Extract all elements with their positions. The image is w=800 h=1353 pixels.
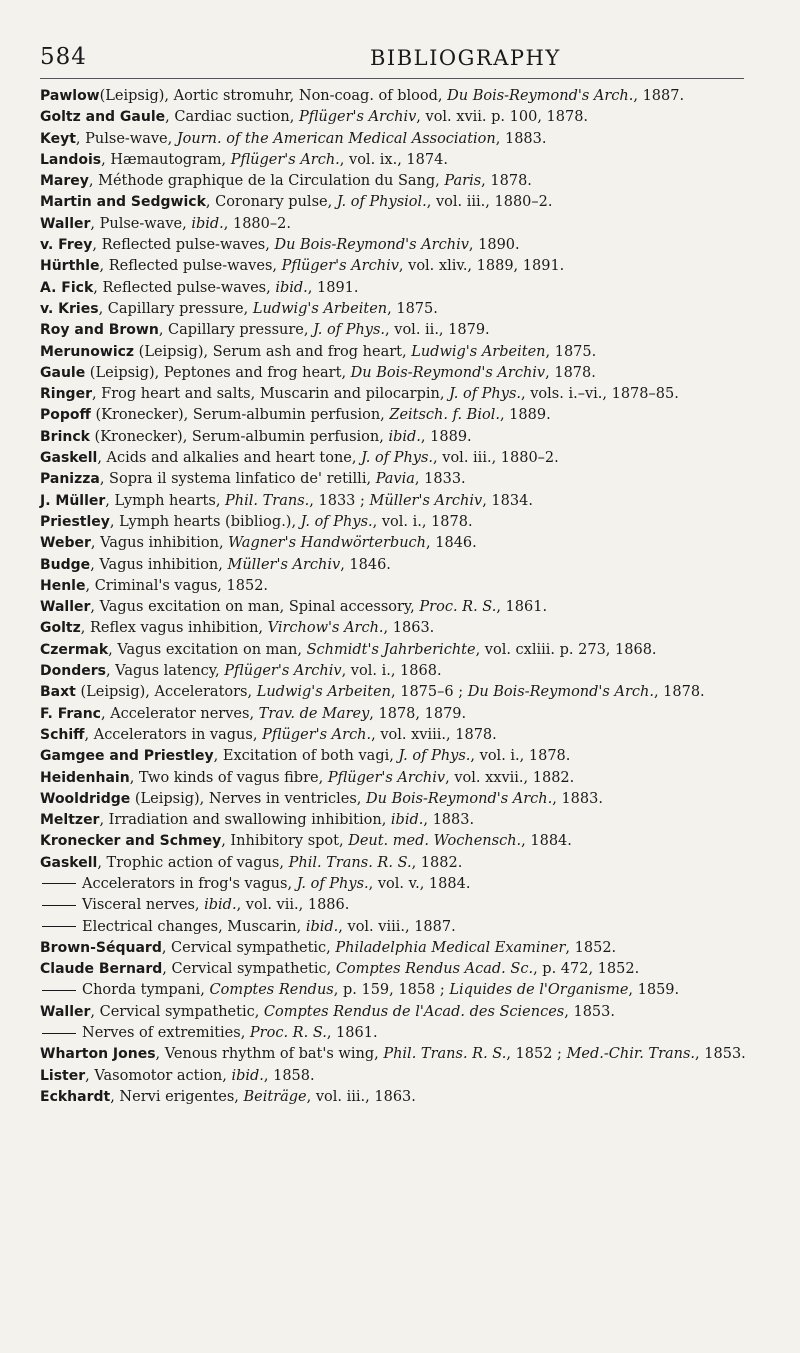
- page-number: 584: [40, 44, 87, 70]
- ditto-dash: [42, 883, 76, 884]
- bibliography-entry: [40, 746, 756, 767]
- entry-author: Landois: [40, 151, 102, 168]
- bibliography-entry: [40, 938, 756, 959]
- entry-source: ibid.: [388, 428, 421, 445]
- entry-description: , Vagus excitation on man, Spinal accessory,: [90, 599, 420, 616]
- entry-source: Deut. med. Wochensch.: [348, 833, 522, 850]
- entry-details: , 1852 ;: [506, 1046, 567, 1063]
- entry-details: , 1875.: [545, 343, 597, 360]
- entry-author: Wharton Jones: [40, 1046, 156, 1063]
- bibliography-entry: [40, 171, 756, 192]
- entry-source: Comptes Rendus Acad. Sc.: [335, 961, 534, 978]
- entry-description: Chorda tympani,: [82, 982, 210, 999]
- entry-details: , 1833 ;: [309, 492, 370, 509]
- entry-description: , Cervical sympathetic,: [90, 1003, 264, 1020]
- entry-source: Zeitsch. f. Biol.: [389, 407, 500, 424]
- entry-source: Ludwig's Arbeiten: [252, 300, 388, 317]
- entry-source: Beiträge: [243, 1088, 307, 1105]
- bibliography-entry: [40, 959, 756, 980]
- entry-description: Electrical changes, Muscarin,: [82, 918, 306, 935]
- entry-source: J. of Phys.: [313, 322, 386, 339]
- bibliography-entry: [40, 576, 756, 597]
- entry-details: , vol. viii., 1887.: [338, 918, 456, 935]
- entry-details: , vol. xxvii., 1882.: [445, 769, 575, 786]
- entry-details-secondary: , 1878.: [653, 684, 705, 701]
- bibliography-entry: [40, 278, 756, 299]
- entry-author: Gaskell: [40, 854, 98, 871]
- entry-description: , Pulse-wave,: [90, 215, 192, 232]
- entry-author: Eckhardt: [40, 1088, 111, 1105]
- entry-details: , 1852.: [565, 939, 617, 956]
- entry-source: J. of Physiol.: [336, 194, 427, 211]
- entry-author: Marey: [40, 173, 89, 190]
- entry-details: , vol. iii., 1880–2.: [426, 194, 553, 211]
- entry-author: Wooldridge: [40, 790, 131, 807]
- entry-author: Brown-Séquard: [40, 939, 162, 956]
- ditto-dash: [42, 990, 76, 991]
- entry-author: Popoff: [40, 407, 91, 424]
- entry-source: Pflüger's Archiv: [298, 109, 417, 126]
- entry-source-secondary: Müller's Archiv: [369, 492, 483, 509]
- entry-source: ibid.: [191, 215, 224, 232]
- entry-details: , 1853.: [564, 1003, 615, 1020]
- bibliography-list: [40, 86, 756, 1108]
- entry-author: Waller: [40, 1003, 91, 1020]
- bibliography-entry: [40, 618, 756, 639]
- bibliography-entry: [40, 150, 756, 171]
- entry-details-secondary: , 1853.: [695, 1046, 746, 1063]
- entry-source: Wagner's Handwörterbuch: [228, 535, 427, 552]
- entry-description: (Leipsig), Serum ash and frog heart,: [134, 343, 412, 360]
- bibliography-entry: [40, 725, 756, 746]
- entry-author: Roy and Brown: [40, 322, 159, 339]
- entry-details: , vol. i., 1878.: [372, 513, 473, 530]
- entry-description: , Accelerators in vagus,: [84, 726, 263, 743]
- entry-details: , 1875–6 ;: [391, 684, 468, 701]
- entry-description: Visceral nerves,: [82, 897, 205, 914]
- bibliography-entry: [40, 214, 756, 235]
- entry-source: Du Bois-Reymond's Arch.: [366, 790, 553, 807]
- entry-details: , 1884.: [521, 833, 572, 850]
- entry-details: , vol. ix., 1874.: [339, 151, 448, 168]
- entry-author: Priestley: [40, 513, 110, 530]
- entry-source: J. of Phys.: [449, 386, 522, 403]
- entry-description: Accelerators in frog's vagus,: [82, 875, 297, 892]
- entry-description: , Criminal's vagus, 1852.: [85, 577, 269, 594]
- entry-source: Proc. R. S.: [419, 599, 497, 616]
- bibliography-entry: [40, 704, 756, 725]
- bibliography-entry: [40, 427, 756, 448]
- bibliography-entry: [40, 1044, 756, 1065]
- bibliography-entry: [40, 299, 756, 320]
- bibliography-entry: [40, 682, 756, 703]
- bibliography-entry: [40, 129, 756, 150]
- entry-source: ibid.: [275, 279, 308, 296]
- entry-source: Phil. Trans.: [225, 492, 310, 509]
- entry-details: , 1882.: [411, 854, 463, 871]
- entry-description: , Lymph hearts (bibliog.),: [109, 513, 301, 530]
- entry-details: , 1875.: [387, 300, 438, 317]
- entry-source: J. of Phys.: [361, 450, 434, 467]
- entry-details: , 1883.: [552, 790, 603, 807]
- bibliography-entry: [40, 512, 756, 533]
- entry-description: , Vagus inhibition,: [90, 535, 229, 552]
- entry-author: Henle: [40, 577, 86, 594]
- bibliography-entry: [40, 895, 756, 916]
- entry-source: Journ. of the American Medical Association: [176, 130, 496, 147]
- entry-description: , Cervical sympathetic,: [162, 961, 336, 978]
- entry-source: ibid.: [231, 1067, 264, 1084]
- entry-details: , vol. ii., 1879.: [385, 322, 490, 339]
- entry-source: Pavia: [375, 471, 415, 488]
- entry-author: Merunowicz: [40, 343, 135, 360]
- bibliography-entry: [40, 107, 756, 128]
- entry-details: , 1889.: [420, 428, 472, 445]
- entry-details: , 1858.: [263, 1067, 315, 1084]
- entry-author: Czermak: [40, 641, 109, 658]
- entry-author: A. Fick: [40, 279, 94, 296]
- page-header: [40, 44, 740, 74]
- entry-author: F. Franc: [40, 705, 101, 722]
- running-head: BIBLIOGRAPHY: [370, 46, 561, 70]
- entry-author: Pawlow: [40, 88, 100, 104]
- bibliography-entry: [40, 86, 756, 107]
- bibliography-entry: [40, 1002, 756, 1023]
- entry-author: Waller: [40, 215, 91, 232]
- entry-description: , Accelerator nerves,: [100, 705, 259, 722]
- entry-details: , 1833.: [414, 471, 466, 488]
- bibliography-entry: [40, 192, 756, 213]
- bibliography-entry: [40, 533, 756, 554]
- entry-source: ibid.: [305, 918, 339, 935]
- entry-author: Heidenhain: [40, 769, 130, 786]
- entry-details: , 1889.: [499, 407, 551, 424]
- entry-description: (Leipsig), Aortic stromuhr, Non-coag. of blood,: [99, 88, 448, 104]
- entry-description: , Inhibitory spot,: [221, 833, 349, 850]
- entry-author: Ringer: [40, 386, 92, 403]
- entry-details: , 1883.: [423, 812, 475, 829]
- entry-description: , Capillary pressure,: [98, 300, 253, 317]
- entry-source: J. of Phys.: [296, 875, 369, 892]
- entry-details: , 1846.: [426, 535, 477, 552]
- bibliography-entry: [40, 1087, 756, 1108]
- bibliography-entry: [40, 661, 756, 682]
- entry-description: (Kronecker), Serum-albumin perfusion,: [89, 428, 389, 445]
- entry-source: Virchow's Arch.: [267, 620, 384, 637]
- entry-description: (Leipsig), Accelerators,: [75, 684, 257, 701]
- entry-author: Gamgee and Priestley: [40, 748, 214, 765]
- entry-author: Meltzer: [40, 812, 100, 829]
- entry-details-secondary: , 1834.: [482, 492, 533, 509]
- entry-description: , Reflected pulse-waves,: [99, 258, 282, 275]
- entry-source: Phil. Trans. R. S.: [288, 854, 412, 871]
- entry-source-secondary: Liquides de l'Organisme: [449, 982, 629, 999]
- bibliography-entry: [40, 1066, 756, 1087]
- entry-author: Claude Bernard: [40, 961, 163, 978]
- entry-author: Hürthle: [40, 258, 100, 275]
- ditto-dash: [42, 905, 76, 906]
- entry-description: , Two kinds of vagus fibre,: [129, 769, 328, 786]
- entry-source: Pflüger's Archiv: [327, 769, 446, 786]
- entry-description: , Reflected pulse-waves,: [92, 237, 275, 254]
- entry-source: Pflüger's Arch.: [262, 726, 372, 743]
- entry-author: Lister: [40, 1067, 86, 1084]
- entry-source: J. of Phys.: [398, 748, 471, 765]
- entry-details: , 1846.: [340, 556, 391, 573]
- entry-source: Müller's Archiv: [227, 556, 341, 573]
- entry-source: Du Bois-Reymond's Archiv: [274, 237, 469, 254]
- entry-author: Panizza: [40, 471, 100, 488]
- entry-source: Pflüger's Archiv: [224, 663, 342, 680]
- entry-source: Du Bois-Reymond's Archiv: [350, 364, 546, 381]
- entry-source: ibid.: [390, 812, 424, 829]
- entry-source-secondary: Du Bois-Reymond's Arch.: [467, 684, 654, 701]
- entry-description: , Acids and alkalies and heart tone,: [97, 450, 362, 467]
- entry-source: Du Bois-Reymond's Arch.: [447, 88, 634, 104]
- bibliography-entry: [40, 874, 756, 895]
- entry-details: , vols. i.–vi., 1878–85.: [521, 386, 679, 403]
- entry-details: , vol. iii., 1880–2.: [433, 450, 559, 467]
- entry-details: , vol. i., 1878.: [470, 748, 571, 765]
- entry-description: , Trophic action of vagus,: [97, 854, 289, 871]
- entry-details: , 1887.: [633, 88, 685, 104]
- entry-details: , 1861.: [496, 599, 548, 616]
- entry-source: Ludwig's Arbeiten: [411, 343, 546, 360]
- entry-author: v. Frey: [40, 237, 93, 254]
- entry-author: Keyt: [40, 130, 76, 147]
- entry-description: , Irradiation and swallowing inhibition,: [99, 812, 391, 829]
- entry-author: Kronecker and Schmey: [40, 833, 222, 850]
- entry-author: Goltz and Gaule: [40, 109, 166, 126]
- entry-source: J. of Phys.: [300, 513, 373, 530]
- entry-details: , 1863.: [383, 620, 435, 637]
- entry-description: , Méthode graphique de la Circulation du Sang,: [88, 173, 445, 190]
- entry-author: Goltz: [40, 620, 81, 637]
- header-rule: [40, 78, 744, 79]
- entry-description: , Reflected pulse-waves,: [93, 279, 276, 296]
- entry-description: (Kronecker), Serum-albumin perfusion,: [90, 407, 390, 424]
- entry-source: Pflüger's Arch.: [230, 151, 340, 168]
- entry-author: Gaule: [40, 364, 86, 381]
- entry-author: Brinck: [40, 428, 90, 445]
- bibliography-entry: [40, 448, 756, 469]
- entry-author: v. Kries: [40, 300, 99, 317]
- entry-source: Trav. de Marey: [258, 705, 370, 722]
- ditto-dash: [42, 1033, 76, 1034]
- entry-details: , vol. i., 1868.: [341, 663, 442, 680]
- entry-source: Comptes Rendus: [209, 982, 334, 999]
- entry-description: , Venous rhythm of bat's wing,: [155, 1046, 384, 1063]
- entry-details: , 1878.: [481, 173, 532, 190]
- bibliography-entry: [40, 810, 756, 831]
- entry-details: , vol. cxliii. p. 273, 1868.: [475, 641, 657, 658]
- bibliography-entry: [40, 363, 756, 384]
- entry-description: (Leipsig), Nerves in ventricles,: [130, 790, 366, 807]
- entry-description: , Coronary pulse,: [205, 194, 337, 211]
- bibliography-entry: [40, 320, 756, 341]
- entry-source: Paris: [444, 173, 482, 190]
- entry-description: , Frog heart and salts, Muscarin and pilocarpin,: [91, 386, 450, 403]
- entry-author: Martin and Sedgwick: [40, 194, 206, 211]
- entry-details: , vol. vii., 1886.: [236, 897, 350, 914]
- bibliography-entry: [40, 384, 756, 405]
- entry-author: J. Müller: [40, 492, 106, 509]
- bibliography-entry: [40, 235, 756, 256]
- entry-description: (Leipsig), Peptones and frog heart,: [85, 364, 351, 381]
- entry-description: , Vagus inhibition,: [90, 556, 228, 573]
- entry-source: ibid.: [204, 897, 237, 914]
- entry-author: Waller: [40, 599, 91, 616]
- entry-description: Nerves of extremities,: [82, 1025, 250, 1042]
- entry-details: , vol. v., 1884.: [368, 875, 471, 892]
- entry-details: , 1878, 1879.: [369, 705, 467, 722]
- entry-author: Donders: [40, 663, 106, 680]
- bibliography-entry: [40, 831, 756, 852]
- entry-description: , Pulse-wave,: [75, 130, 177, 147]
- entry-description: , Cervical sympathetic,: [161, 939, 336, 956]
- entry-author: Schiff: [40, 726, 85, 743]
- entry-description: , Nervi erigentes,: [110, 1088, 244, 1105]
- entry-author: Baxt: [40, 684, 76, 701]
- entry-source-secondary: Med.-Chir. Trans.: [566, 1046, 696, 1063]
- entry-source: Phil. Trans. R. S.: [383, 1046, 507, 1063]
- ditto-dash: [42, 926, 76, 927]
- bibliography-entry: [40, 256, 756, 277]
- entry-details-secondary: , 1859.: [628, 982, 680, 999]
- bibliography-entry: [40, 917, 756, 938]
- entry-description: , Capillary pressure,: [158, 322, 314, 339]
- entry-source: Philadelphia Medical Examiner: [335, 939, 566, 956]
- bibliography-entry: [40, 768, 756, 789]
- entry-author: Gaskell: [40, 450, 98, 467]
- bibliography-entry: [40, 469, 756, 490]
- entry-details: , vol. xviii., 1878.: [371, 726, 497, 743]
- entry-details: , 1880–2.: [223, 215, 291, 232]
- entry-description: , Lymph hearts,: [105, 492, 226, 509]
- entry-details: , 1883.: [495, 130, 547, 147]
- bibliography-entry: [40, 342, 756, 363]
- entry-source: Ludwig's Arbeiten: [256, 684, 391, 701]
- entry-details: , 1878.: [545, 364, 596, 381]
- bibliography-entry: [40, 853, 756, 874]
- entry-details: , p. 472, 1852.: [533, 961, 640, 978]
- entry-description: , Sopra il systema linfatico de' retilli,: [99, 471, 376, 488]
- bibliography-entry: [40, 555, 756, 576]
- bibliography-entry: [40, 789, 756, 810]
- entry-description: , Hæmautogram,: [101, 151, 231, 168]
- bibliography-entry: [40, 1023, 756, 1044]
- entry-details: , vol. iii., 1863.: [306, 1088, 416, 1105]
- bibliography-entry: [40, 405, 756, 426]
- entry-details: , p. 159, 1858 ;: [333, 982, 450, 999]
- entry-description: , Vasomotor action,: [85, 1067, 232, 1084]
- bibliography-entry: [40, 491, 756, 512]
- entry-author: Weber: [40, 535, 91, 552]
- entry-details: , 1890.: [468, 237, 520, 254]
- entry-description: , Reflex vagus inhibition,: [80, 620, 268, 637]
- bibliography-entry: [40, 597, 756, 618]
- entry-details: , 1861.: [326, 1025, 378, 1042]
- entry-description: , Vagus latency,: [105, 663, 225, 680]
- entry-description: , Cardiac suction,: [165, 109, 299, 126]
- entry-details: , 1891.: [307, 279, 359, 296]
- entry-details: , vol. xvii. p. 100, 1878.: [416, 109, 589, 126]
- entry-author: Budge: [40, 556, 91, 573]
- entry-details: , vol. xliv., 1889, 1891.: [398, 258, 565, 275]
- bibliography-entry: [40, 980, 756, 1001]
- entry-source: Pflüger's Archiv: [281, 258, 399, 275]
- entry-description: , Excitation of both vagi,: [213, 748, 399, 765]
- bibliography-entry: [40, 640, 756, 661]
- entry-source: Schmidt's Jahrberichte: [306, 641, 476, 658]
- entry-source: Comptes Rendus de l'Acad. des Sciences: [263, 1003, 565, 1020]
- entry-description: , Vagus excitation on man,: [108, 641, 307, 658]
- entry-source: Proc. R. S.: [249, 1025, 327, 1042]
